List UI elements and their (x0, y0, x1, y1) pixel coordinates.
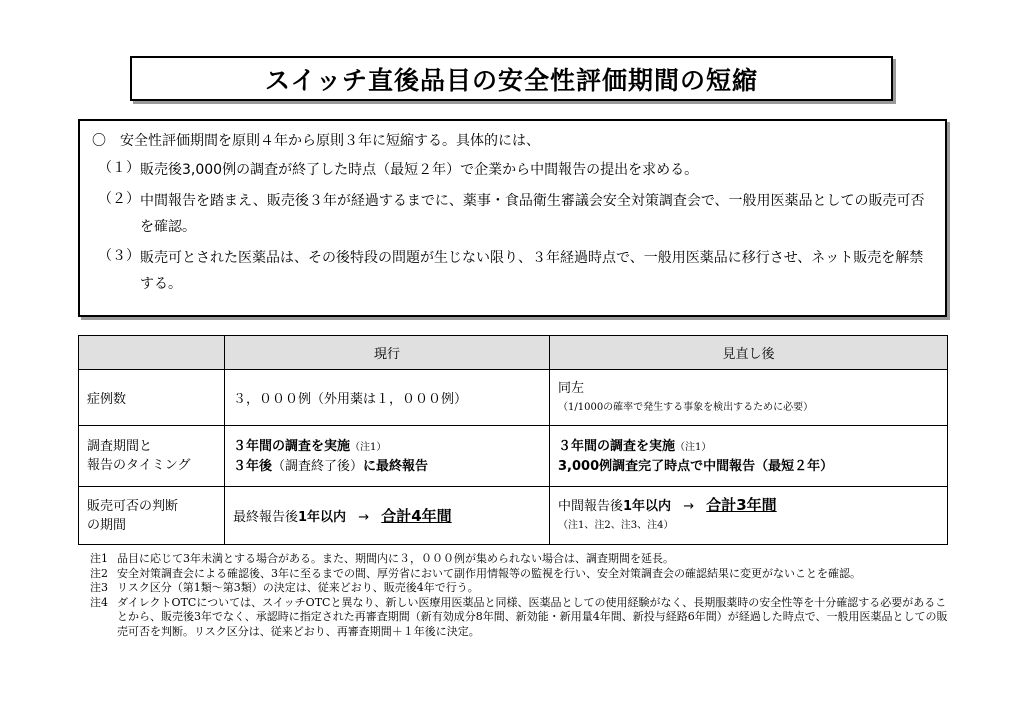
summary-item (92, 188, 935, 240)
header-current: 現行 (225, 336, 550, 370)
item-number: （２） (98, 191, 140, 207)
total-text: 合計4年間 (381, 507, 452, 525)
footnotes (90, 552, 950, 639)
footnote (90, 567, 950, 582)
footnote-text: リスク区分（第1類～第3類）の決定は、従来どおり、販売後4年で行う。 (117, 581, 479, 594)
row-label (79, 426, 225, 487)
footnote-text: 品目に応じて3年未満とする場合がある。また、期間内に３，０００例が集められない場合は、調査期間を延長。 (117, 552, 674, 565)
cell-revised-line2: （1/1000の確率で発生する事象を検出するために必要） (558, 401, 814, 413)
bold-text: ３年後 (233, 458, 273, 474)
table-row (79, 370, 948, 426)
cell-revised (550, 426, 948, 487)
footnote (90, 596, 950, 640)
footnote-text: ダイレクトOTCについては、スイッチOTCと異なり、新しい医療用医薬品と同様、医薬品としての使用経験がなく、長期服薬時の安全性等を十分確認する必要があることから、販売後3年でなく、承認時に指定された再審査期間（新有効成分8年間、新効能・新用量4年間、新投与経路6年間）が経過した時点で、一般用医薬品としての販売可否を判断。リスク区分は、従来どおり、再審査期間＋１年後に決定。 (117, 595, 948, 638)
bold-text: 1年以内 (298, 510, 347, 525)
footnote (90, 581, 950, 596)
row-label (79, 487, 225, 545)
comparison-table (78, 335, 948, 545)
cell-current-line1 (233, 437, 541, 457)
page-title: スイッチ直後品目の安全性評価期間の短縮 (130, 56, 893, 101)
item-text: 販売後3,000例の調査が終了した時点（最短２年）で企業から中間報告の提出を求める。 (140, 162, 699, 178)
table-row (79, 487, 948, 545)
cell-revised-line1 (558, 496, 939, 516)
footnote-label: 注1 (90, 552, 108, 565)
cell-revised (550, 487, 948, 545)
cell-current-line2 (233, 457, 541, 476)
cell-current (225, 426, 550, 487)
cell-revised (550, 370, 948, 426)
row-label: 症例数 (79, 370, 225, 426)
bold-text: ３年間の調査を実施 (233, 438, 351, 454)
cell-revised-notes: （注1、注2、注3、注4） (558, 520, 674, 531)
row-label-line1: 調査期間と (87, 439, 153, 454)
footnote-label: 注2 (90, 566, 108, 580)
note-ref: （注1） (350, 441, 387, 453)
header-revised: 見直し後 (550, 336, 948, 370)
cell-revised-line1: 同左 (558, 380, 585, 396)
summary-item (92, 157, 935, 183)
footnote-label: 注3 (90, 581, 108, 594)
row-label-line1: 販売可否の判断 (87, 498, 179, 514)
plain-text: （調査終了後） (272, 458, 364, 474)
summary-box (78, 119, 947, 317)
plain-text: 中間報告後 (558, 499, 624, 514)
arrow-icon: → (358, 510, 370, 525)
row-label-line2: の期間 (87, 517, 127, 533)
bold-text: 1年以内 (623, 499, 672, 514)
item-text: 中間報告を踏まえ、販売後３年が経過するまでに、薬事・食品衛生審議会安全対策調査会で、一般用医薬品としての販売可否を確認。 (140, 193, 925, 235)
note-ref: （注1） (675, 441, 712, 453)
cell-current: ３，０００例（外用薬は１，０００例） (225, 370, 550, 426)
arrow-icon: → (683, 499, 695, 514)
footnote-text: 安全対策調査会による確認後、3年に至るまでの間、厚労省において副作用情報等の監視を行い、安全対策調査会の確認結果に変更がないことを確認。 (117, 566, 861, 580)
item-number: （１） (98, 160, 140, 176)
cell-current (225, 487, 550, 545)
item-number: （３） (98, 248, 140, 264)
total-text: 合計3年間 (706, 496, 777, 514)
header-empty-cell (79, 336, 225, 370)
row-label-line2: 報告のタイミング (87, 458, 191, 473)
footnote (90, 552, 950, 567)
bold-text: ３年間の調査を実施 (558, 438, 676, 454)
footnote-label: 注4 (90, 595, 108, 609)
summary-intro: 〇 安全性評価期間を原則４年から原則３年に短縮する。具体的には、 (92, 133, 540, 149)
summary-item (92, 245, 935, 297)
plain-text: 最終報告後 (233, 510, 299, 525)
item-text: 販売可とされた医薬品は、その後特段の問題が生じない限り、３年経過時点で、一般用医薬品に移行させ、ネット販売を解禁する。 (140, 250, 924, 292)
cell-revised-line2: 3,000例調査完了時点で中間報告（最短２年） (558, 458, 834, 474)
table-row (79, 426, 948, 487)
table-header-row (79, 336, 948, 370)
cell-revised-line1 (558, 437, 939, 457)
bold-text: に最終報告 (363, 458, 429, 474)
